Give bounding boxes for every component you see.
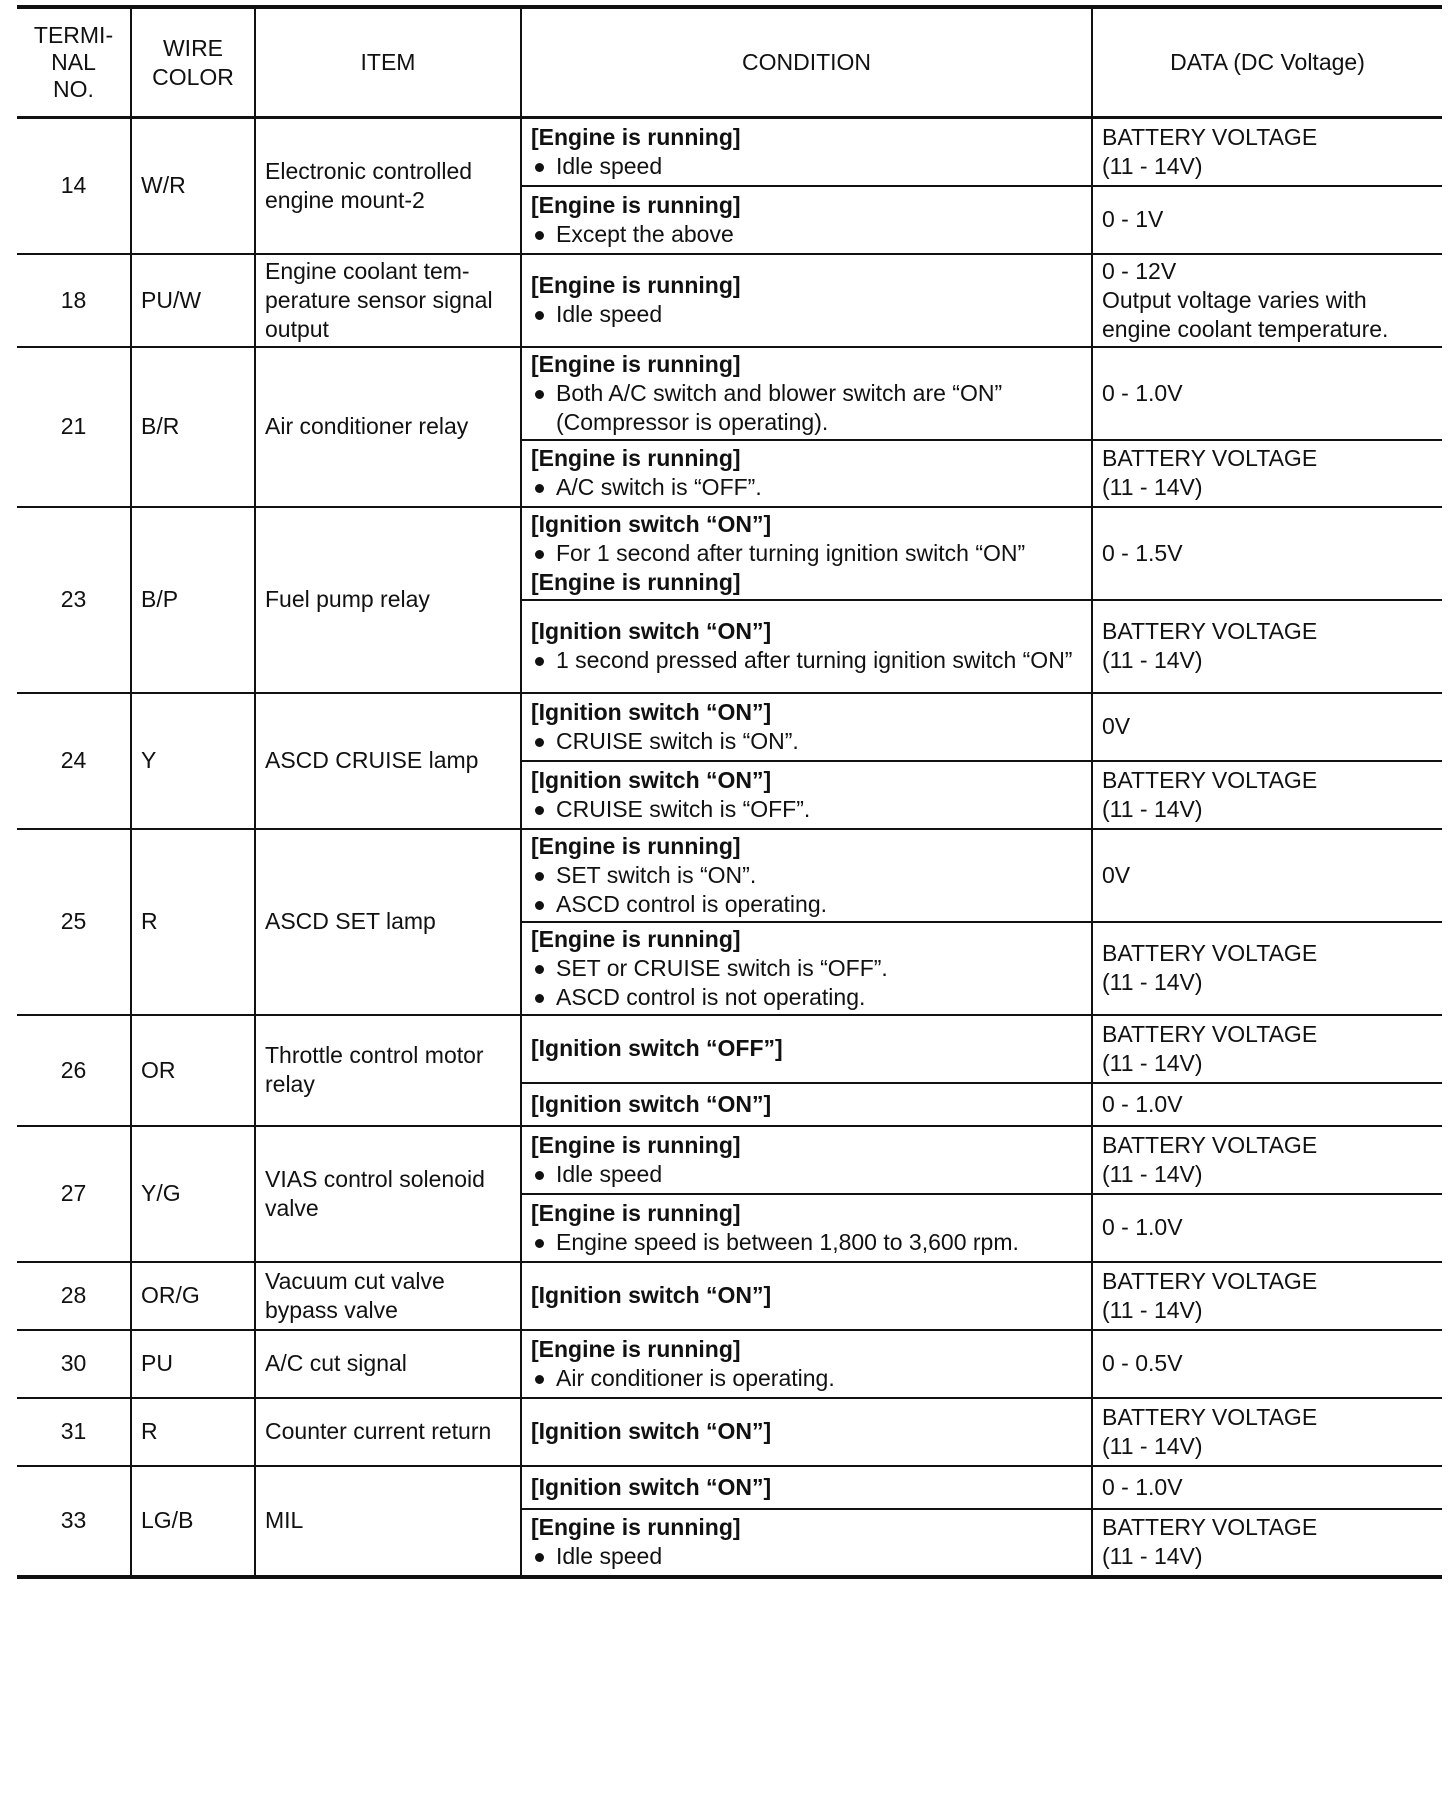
condition-cell [521,829,1092,922]
data-voltage-line: 0 - 1.5V [1102,539,1183,566]
terminal-no-cell: 25 [17,829,131,1015]
table-row [17,1398,1442,1466]
condition-heading: [Engine is running] [531,123,741,150]
data-voltage-line: BATTERY VOLTAGE [1102,1403,1318,1430]
condition-cell [521,347,1092,440]
data-voltage-line: (11 - 14V) [1102,1432,1203,1459]
condition-bullet: Except the above [531,220,1082,249]
data-voltage-line: (11 - 14V) [1102,1296,1203,1323]
terminal-data-sheet [17,5,1442,1579]
data-voltage-line: 0 - 12V [1102,257,1177,284]
data-voltage-cell [1092,693,1442,761]
condition-heading: [Ignition switch “ON”] [531,1473,772,1500]
item-cell: ASCD SET lamp [255,829,521,1015]
condition-bullet: SET or CRUISE switch is “OFF”. [531,954,1082,983]
condition-bullet: CRUISE switch is “ON”. [531,727,1082,756]
table-row [17,1262,1442,1330]
condition-bullet: Air conditioner is operating. [531,1364,1082,1393]
item-cell: Air conditioner relay [255,347,521,507]
condition-bullet: Idle speed [531,152,1082,181]
item-cell: Throttle control motor relay [255,1015,521,1126]
condition-heading: [Ignition switch “ON”] [531,1282,772,1308]
item-cell: Vacuum cut valve bypass valve [255,1262,521,1330]
data-voltage-line: 0 - 1.0V [1102,1473,1183,1500]
wire-color-cell: PU/W [131,254,255,347]
item-cell: Counter current return [255,1398,521,1466]
terminal-no-cell: 27 [17,1126,131,1262]
condition-cell [521,440,1092,507]
condition-bullet: Idle speed [531,300,1082,329]
condition-cell [521,600,1092,693]
condition-bullet: A/C switch is “OFF”. [531,473,1082,502]
data-voltage-cell [1092,1509,1442,1577]
condition-bullet: Idle speed [531,1542,1082,1571]
wire-color-cell: PU [131,1330,255,1398]
table-body [17,118,1442,1577]
wire-color-cell: B/R [131,347,255,507]
data-voltage-line: (11 - 14V) [1102,795,1203,822]
condition-heading: [Ignition switch “ON”] [531,1418,772,1444]
condition-bullet: Both A/C switch and blower switch are “ON” (Compressor is operating). [531,379,1082,437]
item-cell: MIL [255,1466,521,1577]
data-voltage-cell [1092,186,1442,254]
condition-heading: [Ignition switch “ON”] [531,618,772,644]
condition-cell [521,1330,1092,1398]
condition-cell [521,1126,1092,1194]
data-voltage-line: (11 - 14V) [1102,969,1203,995]
table-row [17,1015,1442,1083]
table-row [17,118,1442,186]
condition-cell [521,761,1092,829]
condition-heading: [Engine is running] [531,568,741,595]
data-voltage-line: Output voltage varies with engine coolant temperature. [1102,286,1389,342]
terminal-no-cell: 26 [17,1015,131,1126]
wire-color-cell: OR/G [131,1262,255,1330]
wire-color-cell: B/P [131,507,255,693]
terminal-table [17,5,1442,1579]
terminal-no-cell: 23 [17,507,131,693]
terminal-no-cell: 33 [17,1466,131,1577]
data-voltage-line: 0 - 1V [1102,206,1164,232]
wire-color-cell: LG/B [131,1466,255,1577]
data-voltage-line: BATTERY VOLTAGE [1102,1267,1318,1294]
data-voltage-cell [1092,440,1442,507]
condition-heading: [Engine is running] [531,350,741,377]
table-row [17,347,1442,440]
item-cell: VIAS control solenoid valve [255,1126,521,1262]
condition-bullet: 1 second pressed after turning ignition switch “ON” [531,646,1082,675]
data-voltage-line: (11 - 14V) [1102,647,1203,673]
condition-bullet: Engine speed is between 1,800 to 3,600 rpm. [531,1228,1082,1257]
table-header-row [17,7,1442,118]
data-voltage-cell [1092,347,1442,440]
data-voltage-cell [1092,254,1442,347]
condition-heading: [Ignition switch “ON”] [531,766,772,793]
wire-color-cell: R [131,1398,255,1466]
condition-bullet: SET switch is “ON”. [531,861,1082,890]
condition-bullet: For 1 second after turning ignition switch “ON” [531,539,1082,568]
table-row [17,254,1442,347]
data-voltage-cell [1092,1015,1442,1083]
terminal-no-cell: 21 [17,347,131,507]
data-voltage-cell [1092,1262,1442,1330]
wire-color-cell: OR [131,1015,255,1126]
condition-heading: [Engine is running] [531,832,741,859]
data-voltage-cell [1092,922,1442,1015]
item-cell: Engine coolant tem-perature sensor signal output [255,254,521,347]
condition-cell [521,507,1092,600]
terminal-no-cell: 18 [17,254,131,347]
data-voltage-line: (11 - 14V) [1102,1543,1203,1569]
condition-heading: [Engine is running] [531,1199,741,1226]
condition-heading: [Engine is running] [531,1335,741,1362]
condition-bullet: ASCD control is not operating. [531,983,1082,1012]
data-voltage-line: BATTERY VOLTAGE [1102,123,1318,150]
header-item: ITEM [255,7,521,118]
data-voltage-cell [1092,1126,1442,1194]
item-cell: Electronic controlled engine mount-2 [255,118,521,254]
wire-color-cell: Y [131,693,255,829]
wire-color-cell: Y/G [131,1126,255,1262]
condition-cell [521,1083,1092,1126]
data-voltage-line: 0 - 1.0V [1102,1090,1183,1117]
data-voltage-line: BATTERY VOLTAGE [1102,1020,1318,1047]
condition-heading: [Engine is running] [531,445,741,471]
data-voltage-line: BATTERY VOLTAGE [1102,445,1318,471]
table-row [17,829,1442,922]
data-voltage-line: 0V [1102,713,1131,739]
condition-heading: [Engine is running] [531,191,741,218]
data-voltage-cell [1092,1330,1442,1398]
data-voltage-cell [1092,1398,1442,1466]
condition-heading: [Engine is running] [531,272,741,298]
data-voltage-cell [1092,1083,1442,1126]
data-voltage-line: 0 - 1.0V [1102,379,1183,406]
condition-heading: [Engine is running] [531,1131,741,1158]
condition-heading: [Ignition switch “OFF”] [531,1035,783,1061]
terminal-no-cell: 28 [17,1262,131,1330]
condition-cell [521,1015,1092,1083]
data-voltage-cell [1092,1466,1442,1509]
data-voltage-cell [1092,829,1442,922]
terminal-no-cell: 30 [17,1330,131,1398]
condition-cell [521,1194,1092,1262]
condition-heading: [Engine is running] [531,925,741,952]
header-condition: CONDITION [521,7,1092,118]
condition-heading: [Ignition switch “ON”] [531,510,772,537]
table-row [17,507,1442,600]
item-cell: Fuel pump relay [255,507,521,693]
data-voltage-line: (11 - 14V) [1102,1049,1203,1076]
wire-color-cell: R [131,829,255,1015]
data-voltage-cell [1092,1194,1442,1262]
header-terminal-no: TERMI- NAL NO. [17,7,131,118]
terminal-no-cell: 14 [17,118,131,254]
table-row [17,1466,1442,1509]
data-voltage-line: 0V [1102,861,1131,888]
table-row [17,1126,1442,1194]
header-data: DATA (DC Voltage) [1092,7,1442,118]
condition-cell [521,118,1092,186]
item-cell: A/C cut signal [255,1330,521,1398]
condition-bullet: CRUISE switch is “OFF”. [531,795,1082,824]
data-voltage-line: BATTERY VOLTAGE [1102,1131,1318,1158]
condition-cell [521,254,1092,347]
condition-cell [521,1262,1092,1330]
condition-cell [521,186,1092,254]
terminal-no-cell: 31 [17,1398,131,1466]
condition-cell [521,1509,1092,1577]
data-voltage-cell [1092,118,1442,186]
wire-color-cell: W/R [131,118,255,254]
condition-bullet: ASCD control is operating. [531,890,1082,919]
data-voltage-line: BATTERY VOLTAGE [1102,1514,1318,1540]
condition-bullet: Idle speed [531,1160,1082,1189]
table-row [17,693,1442,761]
condition-heading: [Ignition switch “ON”] [531,698,772,725]
data-voltage-line: 0 - 1.0V [1102,1214,1183,1240]
data-voltage-line: (11 - 14V) [1102,152,1203,179]
item-cell: ASCD CRUISE lamp [255,693,521,829]
terminal-no-cell: 24 [17,693,131,829]
data-voltage-cell [1092,761,1442,829]
header-wire-color: WIRE COLOR [131,7,255,118]
data-voltage-line: (11 - 14V) [1102,474,1203,500]
data-voltage-line: (11 - 14V) [1102,1160,1203,1187]
data-voltage-line: BATTERY VOLTAGE [1102,940,1318,966]
condition-cell [521,922,1092,1015]
condition-heading: [Engine is running] [531,1514,741,1540]
condition-cell [521,1466,1092,1509]
data-voltage-cell [1092,507,1442,600]
data-voltage-line: BATTERY VOLTAGE [1102,766,1318,793]
data-voltage-line: BATTERY VOLTAGE [1102,618,1318,644]
condition-cell [521,1398,1092,1466]
data-voltage-cell [1092,600,1442,693]
table-row [17,1330,1442,1398]
condition-heading: [Ignition switch “ON”] [531,1090,772,1117]
data-voltage-line: 0 - 0.5V [1102,1350,1183,1376]
condition-cell [521,693,1092,761]
